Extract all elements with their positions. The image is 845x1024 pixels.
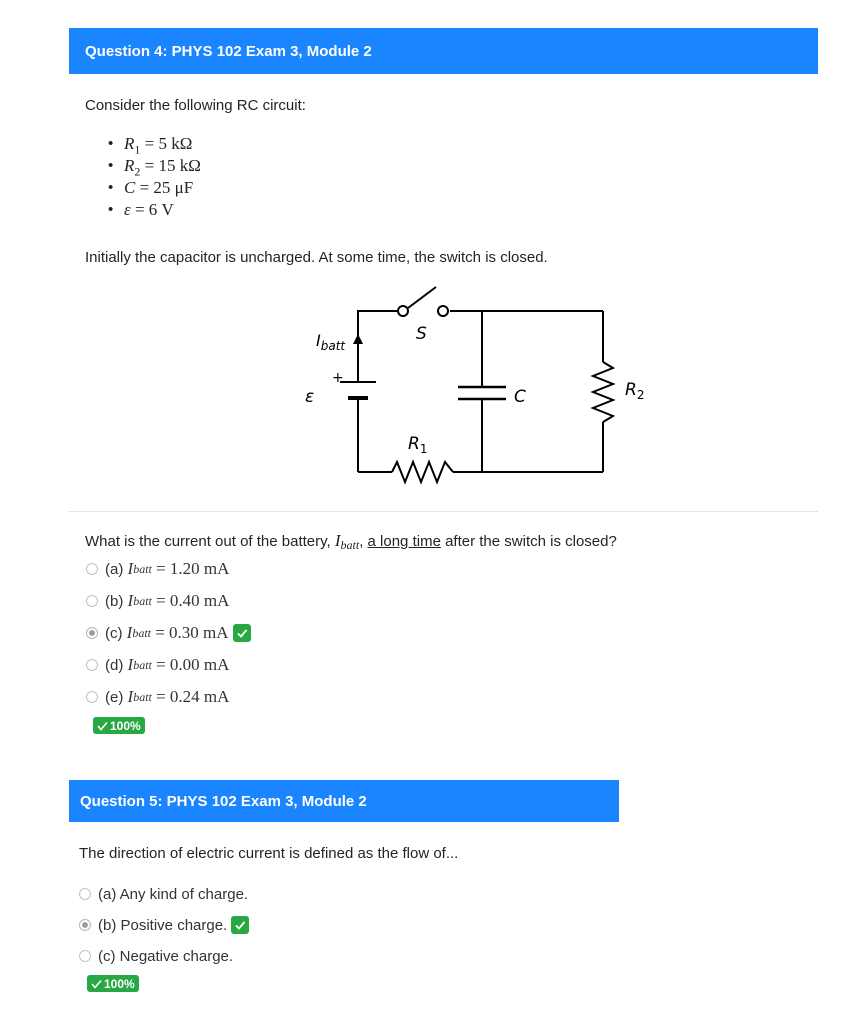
divider [69,511,818,512]
resistor-r1 [392,462,453,482]
q4-initial-text: Initially the capacitor is uncharged. At some time, the switch is closed. [85,249,548,266]
label-plus: + [332,370,344,386]
radio-button[interactable] [86,563,98,575]
label-r2: $R_2$ [625,380,645,402]
param-r1: • $R_1 = 5$ kΩ [108,133,201,155]
param-emf: • ε = 6 V [108,199,201,221]
switch-terminal-right [438,306,448,316]
current-arrow-icon [353,334,363,344]
check-icon [91,979,102,989]
radio-button[interactable] [79,888,91,900]
q5-score-badge: 100% [87,975,139,992]
q4-header [69,28,818,74]
resistor-r2 [593,362,613,422]
label-r1: $R_1$ [408,434,428,456]
radio-button[interactable] [86,659,98,671]
q5-option-c[interactable]: (c) Negative charge. [79,945,233,967]
q5-option-b[interactable]: (b) Positive charge. [79,914,249,936]
underlined-phrase: a long time [367,533,441,550]
q4-question: What is the current out of the battery, $I_{batt}$, a long time after the switch is closed? [85,531,617,552]
circuit-wires [340,287,613,482]
q4-intro: Consider the following RC circuit: [85,97,306,114]
q4-score-badge: 100% [93,717,145,734]
label-capacitor: C [514,387,526,407]
q4-title: Question 4: PHYS 102 Exam 3, Module 2 [85,42,372,60]
radio-button[interactable] [86,595,98,607]
q4-option-e[interactable]: (e) I batt = 0.24 mA [86,686,229,708]
check-icon [97,721,108,731]
q4-parameter-list [108,133,201,221]
q5-title: Question 5: PHYS 102 Exam 3, Module 2 [80,792,367,810]
radio-button-selected[interactable] [86,627,98,639]
q4-option-c[interactable]: (c) I batt = 0.30 mA [86,622,251,644]
q4-option-a[interactable]: (a) I batt = 1.20 mA [86,558,229,580]
radio-button-selected[interactable] [79,919,91,931]
correct-check-icon [231,916,249,934]
switch-terminal-left [398,306,408,316]
wire-left-top [358,311,398,382]
label-switch: S [416,324,427,344]
param-r2: • $R_2 = 15$ kΩ [108,155,201,177]
label-emf: ε [305,387,315,407]
radio-button[interactable] [86,691,98,703]
radio-button[interactable] [79,950,91,962]
q4-option-d[interactable]: (d) I batt = 0.00 mA [86,654,229,676]
q5-question: The direction of electric current is defined as the flow of... [79,845,459,862]
switch-lever [408,287,436,308]
rc-circuit-diagram [300,280,645,480]
q4-option-b[interactable]: (b) I batt = 0.40 mA [86,590,229,612]
q5-header [69,780,619,822]
q5-option-a[interactable]: (a) Any kind of charge. [79,883,248,905]
label-i-batt: $I_{batt}$ [316,331,346,353]
correct-check-icon [233,624,251,642]
param-c: • C = 25 μF [108,177,201,199]
